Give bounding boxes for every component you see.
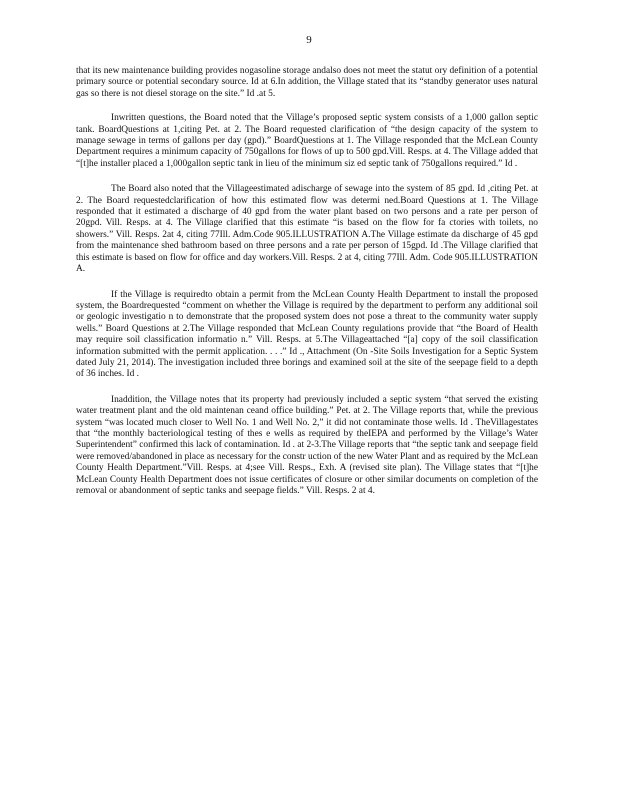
document-body	[76, 66, 538, 511]
page-number: 9	[306, 34, 312, 46]
paragraph-5: Inaddition, the Village notes that its property had previously included a septic system “that served the existing water treatment plant and the old maintenan ceand office building.” Pet. at 2. The Village reports that, while the previous system “was located much closer to Well No. 1 and Well No. 2,” it did not contaminate those wells. Id . TheVillagestates that “the monthly bacteriological testing of thes e wells as required by theIEPA and performed by the Village’s Water Superintendent” confirmed this lack of contamination. Id . at 2-3.The Village reports that “the septic tank and seepage field were removed/abandoned in place as necessary for the constr uction of the new Water Plant and as required by the McLean County Health Department.”Vill. Resps. at 4;see Vill. Resps., Exh. A (revised site plan). The Village states that “[t]he McLean County Health Department does not issue certificates of closure or other similar documents on completion of the removal or abandonment of septic tanks and seepage fields.” Vill. Resps. 2 at 4.	[76, 394, 538, 496]
paragraph-2: Inwritten questions, the Board noted that the Village’s proposed septic system consists of a 1,000 gallon septic tank. BoardQuestions at 1,citing Pet. at 2. The Board requested clarification of “the design capacity of the system to manage sewage in terms of gallons per day (gpd).” BoardQuestions at 1. The Village responded that the McLean County Department requires a minimum capacity of 750gallons for flows of up to 500 gpd.Vill. Resps. at 4. The Village added that “[t]he installer placed a 1,000gallon septic tank in lieu of the minimum siz ed septic tank of 750gallons required.” Id .	[76, 113, 538, 169]
paragraph-4: If the Village is requiredto obtain a permit from the McLean County Health Department to install the proposed system, the Boardrequested “comment on whether the Village is required by the department to perform any additional soil or geologic investigatio n to demonstrate that the proposed system does not pose a threat to the community water supply wells.” Board Questions at 2.The Village responded that McLean County regulations provide that “the Board of Health may require soil classification informatio n.” Vill. Resps. at 5.The Villageattached “[a] copy of the soil classification information submitted with the permit application. . . .” Id ., Attachment (On -Site Soils Investigation for a Septic System dated July 21, 2014). The investigation included three borings and examined soil at the site of the seepage field to a depth of 36 inches. Id .	[76, 289, 538, 380]
paragraph-1: that its new maintenance building provides nogasoline storage andalso does not meet the statut ory definition of a potential primary source or potential secondary source. Id at 6.In addition, the Village stated that its “standby generator uses natural gas so there is not diesel storage on the site.” Id .at 5.	[76, 66, 538, 99]
paragraph-3: The Board also noted that the Villageestimated adischarge of sewage into the system of 85 gpd. Id ,citing Pet. at 2. The Board requestedclarification of how this estimated flow was determi ned.Board Questions at 1. The Village responded that it estimated a discharge of 40 gpd from the water plant based on two persons and a rate per person of 20gpd. Vill. Resps. at 4. The Village clarified that this estimate “is based on the flow for fa ctories with toilets, no showers.” Vill. Resps. 2at 4, citing 77Ill. Adm.Code 905.ILLUSTRATION A.The Village estimate da discharge of 45 gpd from the maintenance shed bathroom based on three persons and a rate per person of 15gpd. Id .The Village clarified that this estimate is based on flow for office and day workers.Vill. Resps. 2 at 4, citing 77Ill. Adm. Code 905.ILLUSTRATION A.	[76, 184, 538, 275]
